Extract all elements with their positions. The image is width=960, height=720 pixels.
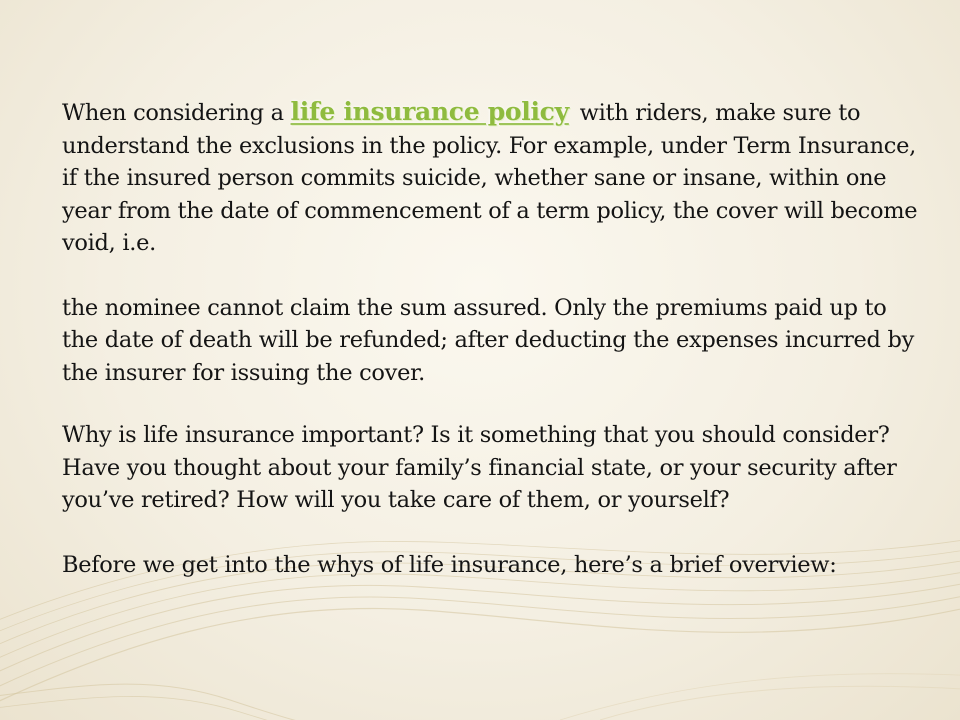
paragraph-1-rest: with riders, make sure to understand the exclusions in the policy. For example, under Term Insurance, if the insured person commits suicide, whether sane or insane, within one year from the date of commencement of a term policy, the cover will become void, i.e. (62, 100, 918, 256)
slide-text-content (62, 96, 922, 613)
paragraph-3: Why is life insurance important? Is it something that you should consider? Have you thought about your family’s financial state, or your security after you’ve retired? How will you take care of them, or yourself? (62, 422, 897, 513)
paragraph-2: the nominee cannot claim the sum assured. Only the premiums paid up to the date of death will be refunded; after deducting the expenses incurred by the insurer for issuing the cover. (62, 294, 915, 386)
paragraph-1-lead: When considering a (62, 100, 291, 126)
life-insurance-policy-link[interactable]: life insurance policy (290, 97, 569, 126)
paragraph-1 (62, 96, 922, 260)
paragraph-4: Before we get into the whys of life insurance, here’s a brief overview: (62, 551, 837, 578)
